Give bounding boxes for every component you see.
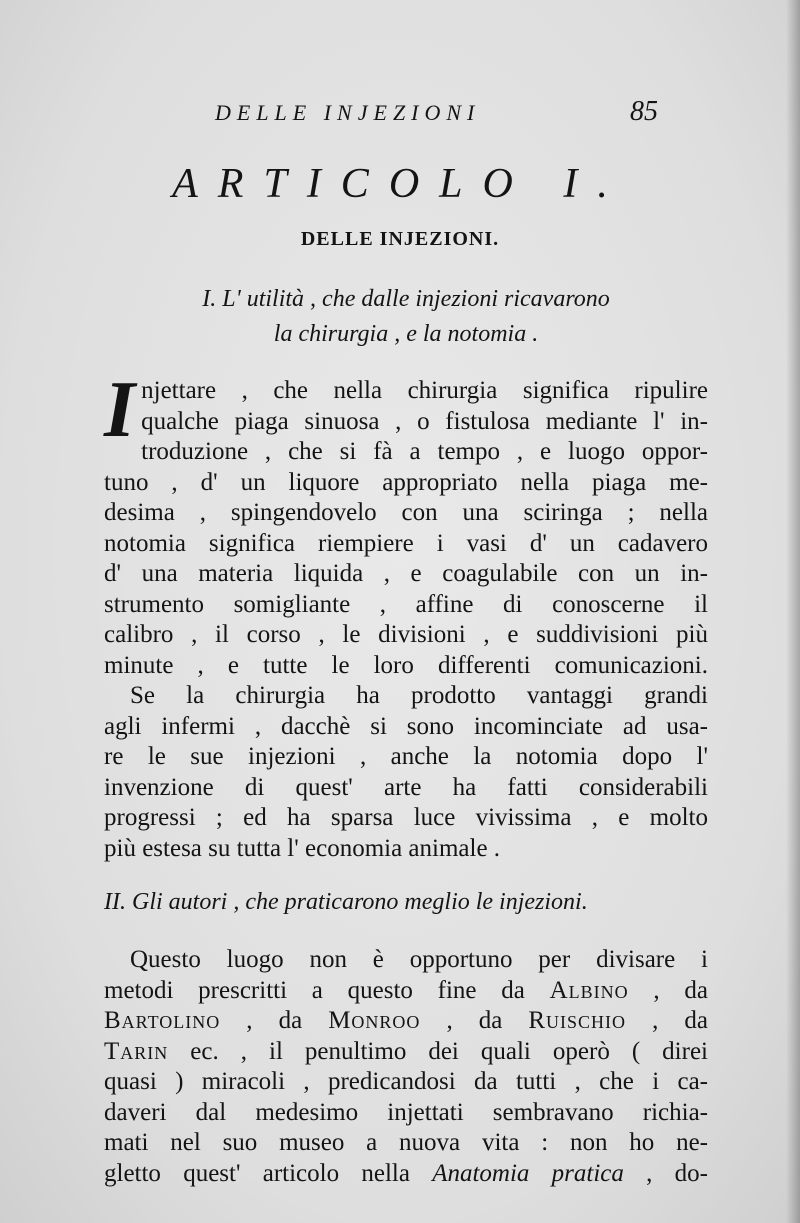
- author-name-bartolino: Bartolino: [104, 1007, 221, 1034]
- article-title: ARTICOLO I.: [172, 161, 628, 207]
- text-line: mati nel suo museo a nuova vita : non ho ne-: [104, 1129, 708, 1156]
- text-fragment: , da: [628, 976, 708, 1004]
- author-name-monroo: Monroo: [328, 1007, 421, 1034]
- text-line: daveri dal medesimo injettati sembravano richia-: [104, 1098, 708, 1126]
- text-line: [104, 976, 708, 1007]
- section-1-heading-line-2: la chirurgia , e la notomia .: [273, 321, 539, 347]
- text-line: agli infermi , dacchè si sono incominciate ad usa-: [104, 712, 708, 740]
- text-line: strumento somigliante , affine di conoscerne il: [104, 590, 708, 618]
- page-number: 85: [630, 96, 658, 127]
- text-line: [104, 1159, 708, 1190]
- text-fragment: , do-: [623, 1159, 708, 1187]
- text-line: [104, 1006, 708, 1037]
- text-line: qualche piaga sinuosa , o fistulosa mediante l' in-: [141, 407, 708, 435]
- text-fragment: , da: [626, 1007, 708, 1034]
- text-fragment: ec. , il penultimo dei quali operò ( direi: [168, 1037, 708, 1065]
- text-line: progressi ; ed ha sparsa luce vivissima , e molto: [104, 804, 708, 831]
- text-line: troduzione , che si fà a tempo , e luogo oppor-: [141, 438, 708, 465]
- text-line: tuno , d' un liquore appropriato nella piaga me-: [104, 468, 708, 496]
- section-1-heading-line-1: I. L' utilità , che dalle injezioni ricavarono: [202, 286, 610, 312]
- text-fragment: metodi prescritti a questo fine da: [104, 976, 550, 1004]
- text-fragment: , da: [220, 1007, 329, 1034]
- text-line: Se la chirurgia ha prodotto vantaggi grandi: [130, 682, 708, 709]
- text-fragment: , da: [420, 1007, 529, 1034]
- text-line: quasi ) miracoli , predicandosi da tutti , che i ca-: [104, 1068, 708, 1095]
- text-fragment: gletto quest' articolo nella: [104, 1159, 433, 1187]
- text-line: Questo luogo non è opportuno per divisare i: [130, 946, 708, 973]
- text-line: minute , e tutte le loro differenti comunicazioni.: [104, 651, 708, 679]
- text-line: desima , spingendovelo con una sciringa ; nella: [104, 499, 708, 526]
- section-1-heading: [100, 282, 712, 352]
- text-line: [104, 1037, 708, 1068]
- author-name-tarin: Tarin: [104, 1037, 169, 1065]
- drop-cap: I: [104, 366, 136, 454]
- text-line: njettare , che nella chirurgia significa ripulire: [141, 377, 708, 404]
- article-subject: DELLE INJEZIONI.: [300, 228, 500, 250]
- section-2-body: [104, 945, 708, 1189]
- text-line: calibro , il corso , le divisioni , e suddivisioni più: [104, 621, 708, 648]
- text-line: invenzione di quest' arte ha fatti considerabili: [104, 773, 708, 801]
- section-2-heading: [104, 885, 716, 920]
- text-line: d' una materia liquida , e coagulabile con un in-: [104, 560, 708, 587]
- text-line: re le sue injezioni , anche la notomia dopo l': [104, 743, 708, 770]
- page-header: [0, 96, 800, 130]
- section-1-body: [104, 366, 708, 864]
- text-line: più estesa su tutta l' economia animale .: [104, 834, 501, 862]
- text-line: notomia significa riempiere i vasi d' un cadavero: [104, 529, 708, 557]
- running-head: DELLE INJEZIONI: [215, 100, 481, 125]
- author-name-albino: Albino: [549, 976, 629, 1004]
- author-name-ruischio: Ruischio: [528, 1007, 627, 1034]
- book-title-anatomia-pratica: Anatomia pratica: [432, 1159, 624, 1187]
- section-2-heading-line: II. Gli autori , che praticarono meglio le injezioni.: [104, 889, 588, 915]
